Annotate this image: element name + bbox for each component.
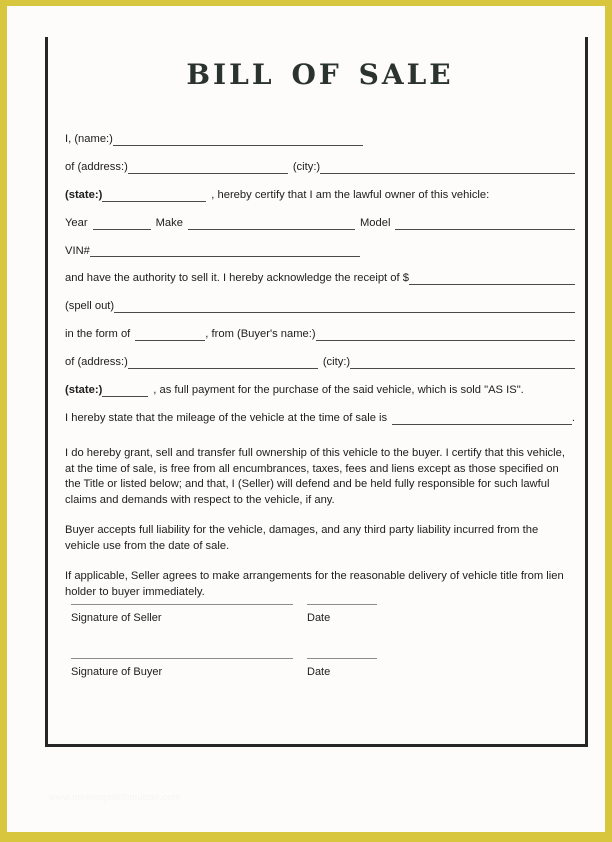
input-year[interactable] bbox=[93, 218, 151, 230]
date-line-buyer[interactable] bbox=[307, 658, 377, 659]
document-content bbox=[65, 47, 575, 615]
input-seller-address[interactable] bbox=[128, 162, 288, 174]
input-seller-state[interactable] bbox=[102, 190, 206, 202]
label-buyer-state: (state:) bbox=[65, 383, 103, 396]
field-row-spell-out bbox=[65, 300, 575, 313]
text-as-is-clause: , as full payment for the purchase of the said vehicle, which is sold "AS IS". bbox=[153, 383, 524, 396]
signature-caption-buyer: Signature of Buyer bbox=[71, 666, 163, 678]
signature-line-seller[interactable] bbox=[71, 604, 293, 605]
label-mileage: I hereby state that the mileage of the vehicle at the time of sale is bbox=[65, 411, 388, 424]
input-receipt-amount[interactable] bbox=[409, 273, 575, 285]
label-year: Year bbox=[65, 216, 88, 229]
signature-row bbox=[65, 658, 575, 704]
field-row-buyer-state bbox=[65, 384, 575, 397]
signature-row bbox=[65, 604, 575, 650]
input-spell-out[interactable] bbox=[114, 301, 575, 313]
paragraph-title-delivery: If applicable, Seller agrees to make arrangements for the reasonable delivery of vehicle title from lien holder to buyer immediately. bbox=[65, 570, 564, 598]
paragraph-buyer-liability: Buyer accepts full liability for the vehicle, damages, and any third party liability incurred from the vehicle use from the date of sale. bbox=[65, 524, 539, 553]
input-vin[interactable] bbox=[90, 245, 360, 257]
page-title: bill of sale bbox=[186, 47, 454, 94]
source-watermark: www.meetingswithmutton.com bbox=[49, 792, 181, 802]
border-rule-bottom bbox=[45, 744, 588, 747]
field-row-seller-address bbox=[65, 161, 575, 174]
paragraph-ownership-transfer: I do hereby grant, sell and transfer full ownership of this vehicle to the buyer. I certify that this vehicle, at the time of sale, is free from all encumbrances, taxes, fees and liens except as those specified on the Title or listed below; and that, I (Seller) will defend and be held fully responsible for such lawful claims and demands with respect to the vehicle, if any. bbox=[65, 446, 565, 507]
label-vin: VIN# bbox=[65, 244, 90, 257]
input-seller-name[interactable] bbox=[113, 134, 363, 146]
label-spell-out: (spell out) bbox=[65, 300, 115, 313]
label-seller-name: I, (name:) bbox=[65, 133, 113, 145]
input-buyer-name[interactable] bbox=[316, 329, 575, 341]
border-rule-left bbox=[45, 37, 48, 747]
input-payment-form[interactable] bbox=[135, 329, 205, 341]
signature-block-buyer bbox=[65, 658, 575, 704]
label-seller-city: (city:) bbox=[292, 160, 321, 173]
signature-caption-seller: Signature of Seller bbox=[71, 612, 162, 624]
signature-block-seller bbox=[65, 604, 575, 650]
label-buyer-name: , from (Buyer's name:) bbox=[205, 328, 316, 341]
field-row-seller-state bbox=[65, 189, 575, 202]
field-row-buyer-address bbox=[65, 356, 575, 369]
field-row-vin bbox=[65, 245, 575, 258]
input-make[interactable] bbox=[188, 218, 355, 230]
label-buyer-city: (city:) bbox=[322, 356, 351, 368]
input-buyer-state[interactable] bbox=[102, 385, 148, 397]
label-seller-state: (state:) bbox=[65, 188, 103, 201]
field-row-receipt-amount bbox=[65, 272, 575, 285]
signature-line-buyer[interactable] bbox=[71, 658, 293, 659]
date-caption-buyer: Date bbox=[307, 666, 331, 678]
input-mileage[interactable] bbox=[392, 413, 572, 425]
label-seller-address: of (address:) bbox=[65, 160, 128, 173]
input-seller-city[interactable] bbox=[320, 162, 575, 174]
input-buyer-city[interactable] bbox=[350, 357, 575, 369]
field-row-payment-form bbox=[65, 328, 575, 341]
field-row-seller-name bbox=[65, 133, 575, 146]
text-lawful-owner-certification: , hereby certify that I am the lawful owner of this vehicle: bbox=[211, 188, 490, 201]
label-buyer-address: of (address:) bbox=[65, 356, 128, 368]
label-payment-form: in the form of bbox=[65, 328, 131, 341]
label-receipt-amount: and have the authority to sell it. I hereby acknowledge the receipt of $ bbox=[65, 272, 409, 285]
field-row-mileage bbox=[65, 412, 575, 425]
date-caption-seller: Date bbox=[307, 612, 331, 624]
document-paper bbox=[7, 6, 605, 832]
label-model: Model bbox=[359, 216, 391, 229]
date-line-seller[interactable] bbox=[307, 604, 377, 605]
input-buyer-address[interactable] bbox=[128, 357, 318, 369]
label-make: Make bbox=[155, 216, 183, 229]
input-model[interactable] bbox=[395, 218, 575, 230]
border-rule-right bbox=[585, 37, 588, 747]
field-row-vehicle bbox=[65, 217, 575, 230]
text-mileage-period: . bbox=[571, 411, 575, 424]
